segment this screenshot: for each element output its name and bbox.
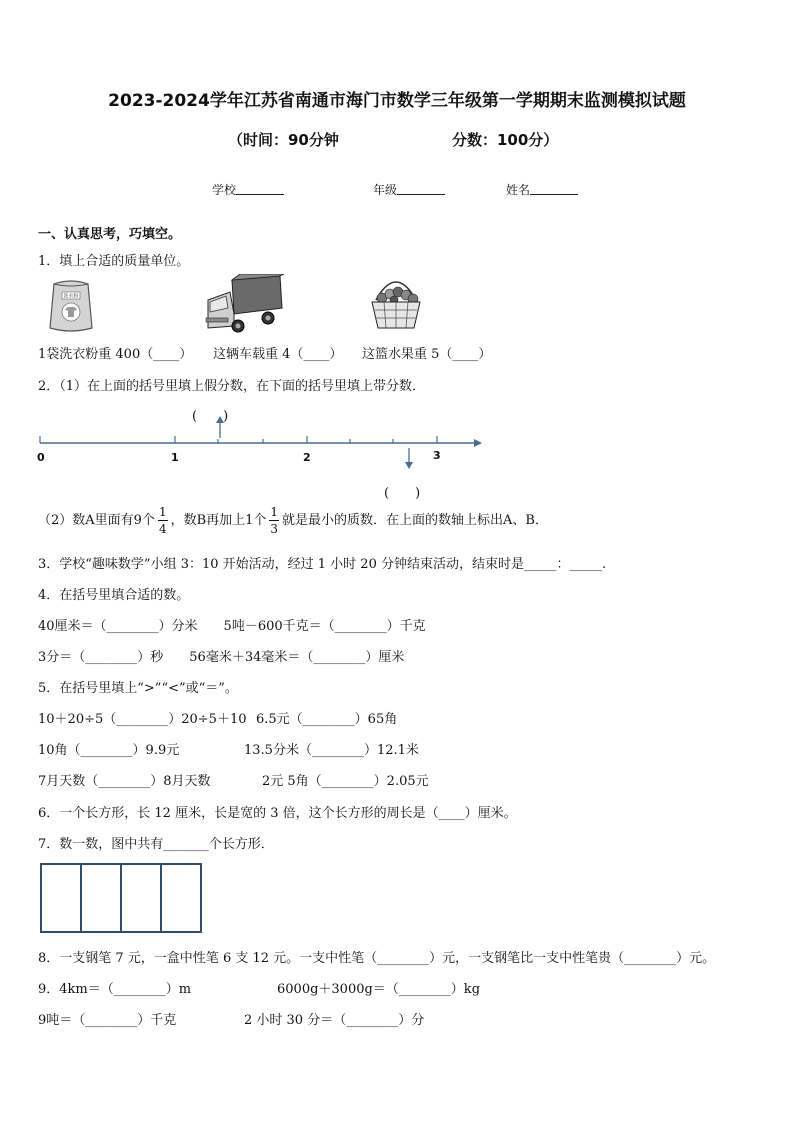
q1-item-1[interactable]: 1袋洗衣粉重 400（____）	[38, 347, 193, 362]
q9-row-1-left[interactable]: 9．4km＝（________）m	[38, 982, 192, 997]
truck-icon	[202, 274, 284, 340]
q8-text[interactable]: 8．一支钢笔 7 元，一盒中性笔 6 支 12 元。一支中性笔（________）元，一支钢笔比一支中性笔贵（________）元。	[38, 951, 716, 966]
page-title: 2023-2024学年江苏省南通市海门市数学三年级第一学期期末监测模拟试题	[108, 91, 686, 111]
name-blank[interactable]	[530, 183, 578, 195]
tick-label-2: 2	[303, 451, 311, 464]
section-heading: 一、认真思考，巧填空。	[38, 227, 182, 242]
school-blank[interactable]	[236, 183, 284, 195]
q2-part2-c: 就是最小的质数．在上面的数轴上标出A、B．	[282, 513, 548, 528]
q5-stem: 5．在括号里填上“>”“<”或“＝”。	[38, 681, 238, 696]
q5-row-2-right[interactable]: 13.5分米（________）12.1米	[244, 743, 419, 758]
tick-label-3: 3	[433, 449, 441, 462]
name-field[interactable]	[506, 181, 578, 198]
q4-stem: 4．在括号里填合适的数。	[38, 588, 190, 603]
q5-row-2-left[interactable]: 10角（________）9.9元	[38, 743, 180, 758]
grade-field[interactable]	[373, 181, 445, 198]
tick-label-1: 1	[171, 451, 179, 464]
exam-time: （时间：90分钟	[228, 131, 339, 149]
q5-row-1-left[interactable]: 10＋20÷5（________）20÷5＋10	[38, 712, 247, 727]
q2-part2-b: ，数B再加上1个	[170, 513, 267, 528]
q5-row-3-left[interactable]: 7月天数（________）8月天数	[38, 774, 211, 789]
q7-text[interactable]: 7．数一数，图中共有_______个长方形．	[38, 837, 274, 852]
q6-text[interactable]: 6．一个长方形，长 12 厘米，长是宽的 3 倍，这个长方形的周长是（____）厘米。	[38, 806, 517, 821]
exam-score: 分数：100分）	[452, 131, 559, 149]
bag-label: 洗衣粉	[63, 293, 79, 300]
grade-label: 年级	[373, 183, 398, 197]
grade-blank[interactable]	[397, 183, 445, 195]
q2-part2-a: （2）数A里面有9个	[38, 513, 155, 528]
q2-part2	[38, 506, 548, 535]
q1-stem: 1．填上合适的质量单位。	[38, 254, 190, 269]
q4-row-1[interactable]: 40厘米＝（________）分米 5吨－600千克＝（________）千克	[38, 619, 426, 634]
fruit-basket-icon	[368, 270, 424, 336]
q2-part1: 2．（1）在上面的括号里填上假分数，在下面的括号里填上带分数．	[38, 379, 426, 394]
q4-row-2[interactable]: 3分＝（________）秒 56毫米＋34毫米＝（________）厘米	[38, 650, 405, 665]
rectangle-figure	[40, 863, 204, 939]
q1-item-3[interactable]: 这篮水果重 5（____）	[362, 347, 492, 362]
q2-top-paren[interactable]: ( )	[192, 409, 229, 424]
number-line	[30, 400, 500, 504]
q9-row-1-right[interactable]: 6000g＋3000g＝（________）kg	[277, 982, 481, 997]
tick-label-0: 0	[37, 451, 45, 464]
q9-row-2-left[interactable]: 9吨＝（________）千克	[38, 1013, 177, 1028]
fraction-one-quarter: $\frac{1}{4}$	[158, 505, 167, 536]
detergent-bag-icon	[48, 278, 94, 338]
q5-row-3-right[interactable]: 2元 5角（________）2.05元	[262, 774, 429, 789]
q1-item-2[interactable]: 这辆车载重 4（____）	[213, 347, 343, 362]
school-field[interactable]	[212, 181, 284, 198]
name-label: 姓名	[506, 183, 531, 197]
q5-row-1-right[interactable]: 6.5元（________）65角	[256, 712, 398, 727]
school-label: 学校	[212, 183, 237, 197]
fraction-one-third: $\frac{1}{3}$	[270, 505, 279, 536]
q9-row-2-right[interactable]: 2 小时 30 分＝（________）分	[244, 1013, 425, 1028]
q2-bottom-paren[interactable]: ( )	[384, 486, 421, 501]
q3-text[interactable]: 3．学校“趣味数学”小组 3：10 开始活动，经过 1 小时 20 分钟结束活动，结束时是_____：_____.	[38, 557, 607, 572]
